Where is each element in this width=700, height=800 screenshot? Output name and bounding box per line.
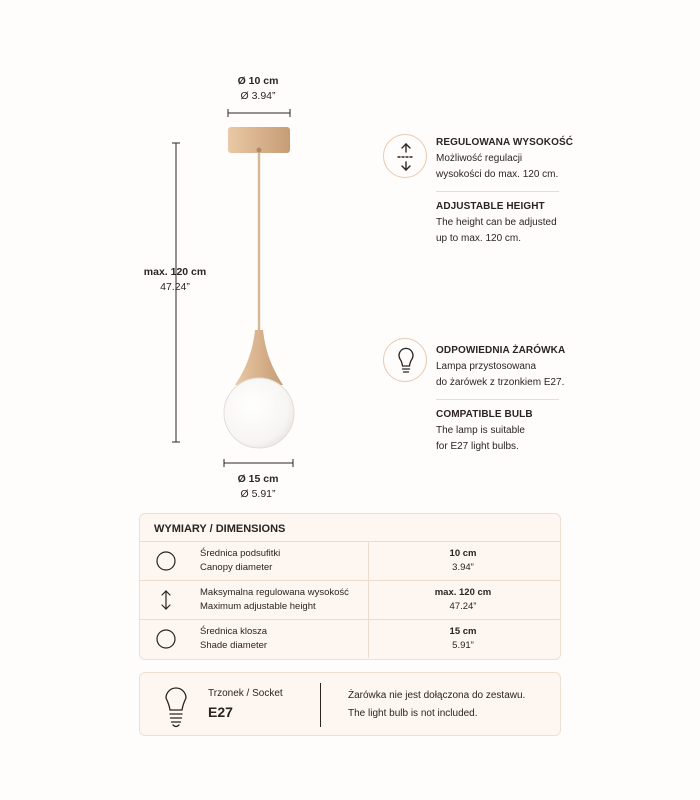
feature-text-pl-line1: Lampa przystosowana xyxy=(436,361,537,372)
row-value: 15 cm xyxy=(449,626,477,637)
height-dimension-imperial: 47.24” xyxy=(160,281,190,293)
feature-text-pl-line1: Możliwość regulacji xyxy=(436,153,523,164)
feature-title-en: COMPATIBLE BULB xyxy=(436,409,533,420)
row-value-imperial: 3.94” xyxy=(452,562,474,573)
socket-note-en: The light bulb is not included. xyxy=(348,708,478,719)
canopy-dimension-imperial: Ø 3.94” xyxy=(240,90,276,102)
row-label-pl: Maksymalna regulowana wysokość xyxy=(200,587,349,598)
feature-title-pl: REGULOWANA WYSOKOŚĆ xyxy=(436,137,574,148)
row-value-imperial: 47.24” xyxy=(449,601,477,612)
height-dimension-metric: max. 120 cm xyxy=(143,266,207,278)
height-dimension-line xyxy=(172,143,180,442)
feature-title-en: ADJUSTABLE HEIGHT xyxy=(436,201,545,212)
row-label-pl: Średnica podsufitki xyxy=(200,548,281,559)
light-bulb-icon xyxy=(162,680,190,730)
shade-dimension-imperial: Ø 5.91” xyxy=(240,488,276,500)
shade-dimension-line xyxy=(224,459,293,467)
feature-divider xyxy=(436,399,559,400)
feature-text-en-line2: for E27 light bulbs. xyxy=(436,441,519,452)
socket-note-pl: Żarówka nie jest dołączona do zestawu. xyxy=(348,690,526,701)
row-label-en: Shade diameter xyxy=(200,640,268,651)
shade-dimension-metric: Ø 15 cm xyxy=(237,473,279,485)
table-row xyxy=(140,580,560,618)
feature-text-en-line1: The height can be adjusted xyxy=(436,217,557,228)
feature-text-pl-line2: wysokości do max. 120 cm. xyxy=(436,169,559,180)
socket-divider xyxy=(320,683,321,727)
feature-text-en-line2: up to max. 120 cm. xyxy=(436,233,522,244)
row-value: 10 cm xyxy=(449,548,477,559)
feature-divider xyxy=(436,191,559,192)
dimensions-panel xyxy=(139,513,561,660)
row-label-en: Canopy diameter xyxy=(200,562,273,573)
canopy-dimension-line xyxy=(228,109,290,117)
socket-panel xyxy=(139,672,561,736)
height-arrows-icon xyxy=(383,134,427,178)
feature-text-pl-line2: do żarówek z trzonkiem E27. xyxy=(436,377,565,388)
glass-shade xyxy=(224,378,294,448)
circle-icon xyxy=(156,629,176,649)
lamp-holder xyxy=(235,330,283,385)
row-label-en: Maximum adjustable height xyxy=(200,601,316,612)
light-bulb-icon xyxy=(383,338,427,382)
row-value: max. 120 cm xyxy=(434,587,492,598)
row-value-imperial: 5.91” xyxy=(452,640,474,651)
socket-value: E27 xyxy=(208,704,233,720)
dimensions-title: WYMIARY / DIMENSIONS xyxy=(154,523,286,535)
canopy-dimension-metric: Ø 10 cm xyxy=(237,75,279,87)
socket-label: Trzonek / Socket xyxy=(208,688,283,699)
row-label-pl: Średnica klosza xyxy=(200,626,268,637)
vertical-arrow-icon xyxy=(156,590,176,610)
table-row xyxy=(140,619,560,657)
feature-text-en-line1: The lamp is suitable xyxy=(436,425,525,436)
circle-icon xyxy=(156,551,176,571)
table-row xyxy=(140,541,560,579)
feature-title-pl: ODPOWIEDNIA ŻARÓWKA xyxy=(436,345,566,356)
